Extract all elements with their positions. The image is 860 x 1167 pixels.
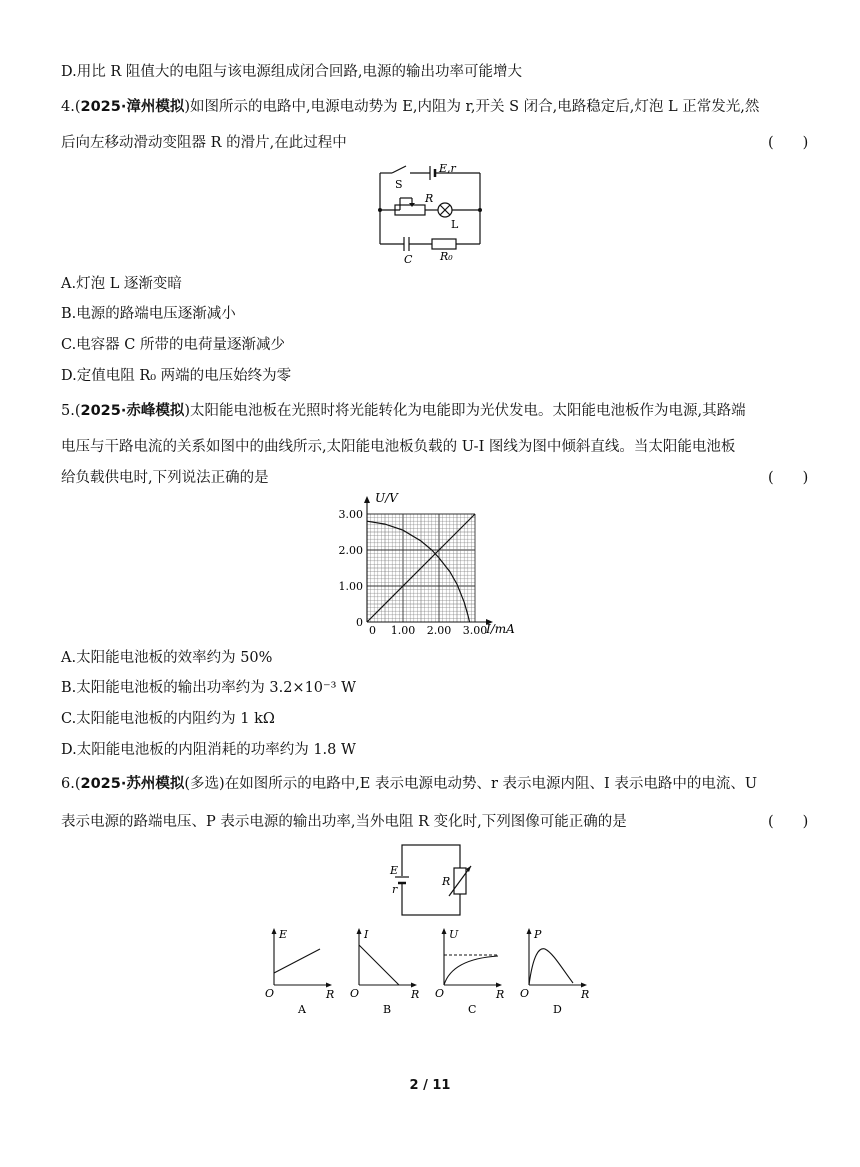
q4-option-a: A.灯泡 L 逐渐变暗	[61, 276, 182, 292]
svg-text:I: I	[364, 928, 369, 941]
q5-answer-paren: ( )	[768, 470, 809, 486]
svg-text:O: O	[265, 987, 275, 1000]
chart-x-tick-label: 1.00	[390, 624, 416, 637]
svg-text:R: R	[581, 988, 590, 1001]
q6-internal-label: r	[392, 883, 398, 896]
q6-source: 2025·苏州模拟	[80, 776, 185, 792]
svg-text:O: O	[350, 987, 360, 1000]
chart-x-tick-label: 2.00	[426, 624, 452, 637]
q6-graph-d	[517, 925, 597, 1017]
svg-text:O: O	[520, 987, 530, 1000]
q5-line-1: 5.(2025·赤峰模拟)太阳能电池板在光照时将光能转化为电能即为光伏发电。太阳能电池板作为电源,其路端	[61, 403, 746, 419]
q5-option-b: B.太阳能电池板的输出功率约为 3.2×10⁻³ W	[61, 680, 357, 696]
q4-option-b: B.电源的路端电压逐渐减小	[61, 306, 236, 322]
q6-line-1: 6.(2025·苏州模拟(多选)在如图所示的电路中,E 表示电源电动势、r 表示电源内阻、I 表示电路中的电流、U	[61, 776, 758, 792]
page-number: 2 / 11	[409, 1078, 451, 1093]
q5-source: 2025·赤峰模拟	[80, 403, 185, 419]
q6-graph-d-caption: D	[553, 1003, 562, 1016]
q4-option-c: C.电容器 C 所带的电荷量逐渐减少	[61, 337, 285, 353]
chart-y-axis-label: U/V	[375, 491, 398, 505]
q4-circuit-diagram	[370, 160, 500, 270]
svg-text:O: O	[435, 987, 445, 1000]
svg-text:R: R	[411, 988, 420, 1001]
q6-graph-b	[347, 925, 427, 1017]
chart-x-tick-label: 0	[369, 624, 376, 637]
q5-option-d: D.太阳能电池板的内阻消耗的功率约为 1.8 W	[61, 742, 356, 758]
q6-graph-c-caption: C	[468, 1003, 477, 1016]
q4-rheostat-label: R	[425, 192, 434, 205]
q5-option-a: A.太阳能电池板的效率约为 50%	[61, 650, 273, 666]
q6-tag: (多选)	[184, 776, 225, 792]
q6-circuit-diagram	[385, 840, 475, 920]
svg-text:P: P	[534, 928, 542, 941]
svg-text:U: U	[449, 928, 459, 941]
q6-graph-b-caption: B	[383, 1003, 392, 1016]
q6-answer-paren: ( )	[768, 814, 809, 830]
chart-x-tick-label: 3.00	[462, 624, 488, 637]
chart-y-tick-label: 3.00	[338, 508, 363, 521]
q4-battery-label: E,r	[439, 162, 456, 175]
q6-graph-a	[262, 925, 342, 1017]
chart-y-tick-label: 2.00	[338, 544, 363, 557]
q5-ui-chart	[325, 492, 535, 642]
chart-y-arrow	[364, 496, 370, 503]
q6-resistor-label: R	[442, 875, 451, 888]
svg-text:R: R	[496, 988, 505, 1001]
q4-lamp-label: L	[451, 218, 459, 231]
q6-graph-c	[432, 925, 512, 1017]
chart-x-axis-label: I/mA	[486, 622, 515, 636]
q5-option-c: C.太阳能电池板的内阻约为 1 kΩ	[61, 711, 275, 727]
q6-emf-label: E	[390, 864, 399, 877]
chart-y-tick-label: 1.00	[338, 580, 363, 593]
q5-line-3: 给负载供电时,下列说法正确的是	[61, 470, 269, 486]
chart-y-tick-label: 0	[356, 616, 363, 629]
q4-line-2: 后向左移动滑动变阻器 R 的滑片,在此过程中	[61, 135, 347, 151]
q5-line-2: 电压与干路电流的关系如图中的曲线所示,太阳能电池板负载的 U-I 图线为图中倾斜直线。当太阳能电池板	[61, 439, 736, 455]
svg-text:R: R	[326, 988, 335, 1001]
q4-option-d: D.定值电阻 R₀ 两端的电压始终为零	[61, 368, 292, 384]
q4-switch-label: S	[395, 178, 403, 191]
q6-line-2: 表示电源的路端电压、P 表示电源的输出功率,当外电阻 R 变化时,下列图像可能正确的是	[61, 814, 627, 830]
q4-resistor-label: R₀	[440, 250, 453, 263]
q4-capacitor-label: C	[404, 253, 413, 266]
svg-text:E: E	[279, 928, 288, 941]
q6-graph-a-caption: A	[298, 1003, 306, 1016]
q4-line-1: 4.(2025·漳州模拟)如图所示的电路中,电源电动势为 E,内阻为 r,开关 S 闭合,电路稳定后,灯泡 L 正常发光,然	[61, 99, 760, 115]
q4-source: 2025·漳州模拟	[80, 99, 185, 115]
prev-option-d: D.用比 R 阻值大的电阻与该电源组成闭合回路,电源的输出功率可能增大	[61, 64, 522, 80]
q4-answer-paren: ( )	[768, 135, 809, 151]
